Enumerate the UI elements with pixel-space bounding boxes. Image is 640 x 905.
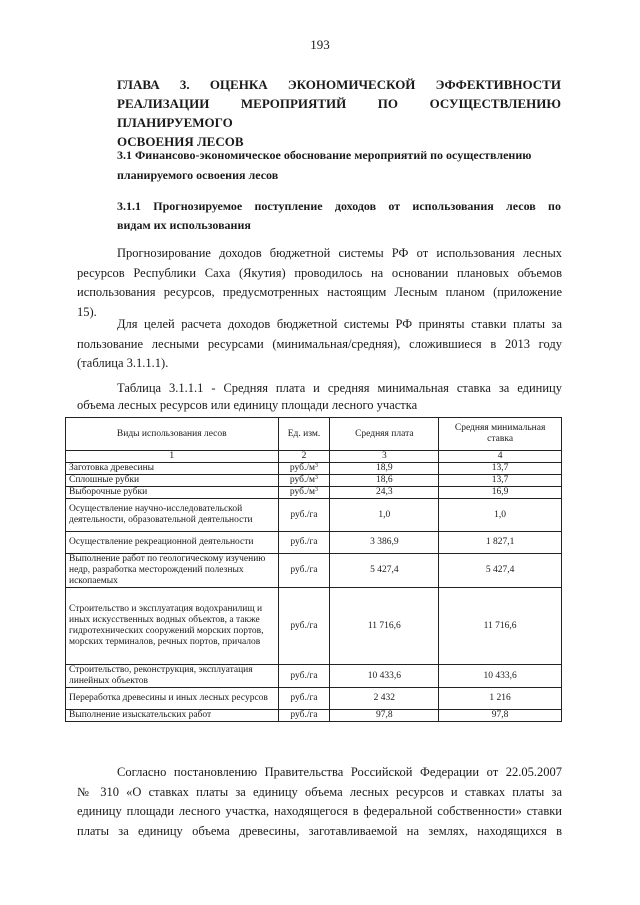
subsection-word: по bbox=[548, 199, 561, 213]
unit-superscript: 3 bbox=[315, 487, 319, 493]
paragraph-line: (таблица 3.1.1.1). bbox=[77, 356, 169, 370]
cell-usage: Строительство и эксплуатация водохранилищ и иных искусственных водных объектов, а также гидротехнических сооружений морских портов, морских терминалов, речных портов, причалов bbox=[66, 588, 279, 665]
paragraph-rates bbox=[77, 315, 562, 374]
paragraph-line: Прогнозирование доходов бюджетной системы РФ от использования лесных bbox=[117, 246, 562, 260]
cell-min: 1 216 bbox=[439, 688, 562, 710]
subsection-heading-line2: видам их использования bbox=[117, 218, 251, 232]
table-caption bbox=[77, 380, 562, 413]
cell-avg: 2 432 bbox=[330, 688, 439, 710]
cell-avg: 11 716,6 bbox=[330, 588, 439, 665]
table-row bbox=[66, 499, 562, 532]
cell-unit bbox=[278, 688, 330, 710]
table-row bbox=[66, 532, 562, 554]
chapter-heading-line3: ОСВОЕНИЯ ЛЕСОВ bbox=[117, 134, 244, 149]
unit-superscript: 3 bbox=[315, 475, 319, 481]
column-number: 3 bbox=[330, 451, 439, 463]
cell-avg: 3 386,9 bbox=[330, 532, 439, 554]
cell-min: 16,9 bbox=[439, 487, 562, 499]
cell-unit bbox=[278, 463, 330, 475]
cell-avg: 10 433,6 bbox=[330, 665, 439, 688]
cell-avg: 5 427,4 bbox=[330, 554, 439, 588]
cell-avg: 24,3 bbox=[330, 487, 439, 499]
chapter-word: 3. bbox=[179, 77, 190, 92]
cell-avg: 97,8 bbox=[330, 710, 439, 722]
cell-usage: Выборочные рубки bbox=[66, 487, 279, 499]
chapter-heading-line2: РЕАЛИЗАЦИИ МЕРОПРИЯТИЙ ПО ОСУЩЕСТВЛЕНИЮ ПЛАНИРУЕМОГО bbox=[117, 96, 561, 130]
cell-unit bbox=[278, 665, 330, 688]
column-header-usage: Виды использования лесов bbox=[66, 418, 279, 451]
table-row bbox=[66, 554, 562, 588]
column-number: 2 bbox=[278, 451, 330, 463]
cell-min: 13,7 bbox=[439, 475, 562, 487]
unit-text: руб./м bbox=[289, 487, 316, 497]
unit-text: руб./м bbox=[289, 463, 316, 473]
paragraph-line: единицу площади лесного участка, находящегося в федеральной собственности» ставки bbox=[77, 804, 562, 818]
cell-unit bbox=[278, 532, 330, 554]
cell-unit bbox=[278, 487, 330, 499]
table-header-row bbox=[66, 418, 562, 451]
subsection-word: поступление bbox=[254, 199, 323, 213]
paragraph-line: ресурсов Республики Саха (Якутия) проводилось на основании плановых объемов bbox=[77, 265, 562, 280]
cell-min: 1 827,1 bbox=[439, 532, 562, 554]
chapter-word: ЭФФЕКТИВНОСТИ bbox=[435, 77, 561, 92]
table-caption-line2: объема лесных ресурсов или единицу площади лесного участка bbox=[77, 397, 418, 412]
column-number-row bbox=[66, 451, 562, 463]
section-heading bbox=[117, 145, 561, 185]
unit-text: руб./м bbox=[289, 475, 316, 485]
cell-avg: 18,6 bbox=[330, 475, 439, 487]
column-number: 4 bbox=[439, 451, 562, 463]
column-header-unit: Ед. изм. bbox=[278, 418, 330, 451]
table-row bbox=[66, 475, 562, 487]
paragraph-line: № 310 «О ставках платы за единицу объема лесных ресурсов и ставках платы за bbox=[77, 784, 562, 799]
table-row bbox=[66, 710, 562, 722]
cell-min: 10 433,6 bbox=[439, 665, 562, 688]
cell-usage: Переработка древесины и иных лесных ресурсов bbox=[66, 688, 279, 710]
cell-min: 1,0 bbox=[439, 499, 562, 532]
unit-text: руб./га bbox=[290, 565, 318, 575]
table-row bbox=[66, 463, 562, 475]
cell-avg: 18,9 bbox=[330, 463, 439, 475]
paragraph-decree bbox=[77, 763, 562, 841]
subsection-word: доходов bbox=[334, 199, 377, 213]
rates-table bbox=[65, 417, 562, 722]
unit-text: руб./га bbox=[290, 693, 318, 703]
unit-text: руб./га bbox=[290, 620, 318, 631]
chapter-heading-line1 bbox=[117, 75, 561, 94]
unit-text: руб./га bbox=[290, 537, 318, 547]
column-header-min: Средняя минимальная ставка bbox=[439, 418, 562, 451]
chapter-word: ГЛАВА bbox=[117, 77, 160, 92]
paragraph-forecast bbox=[77, 244, 562, 322]
column-header-avg: Средняя плата bbox=[330, 418, 439, 451]
table-caption-line1: Таблица 3.1.1.1 - Средняя плата и средняя минимальная ставка за единицу bbox=[117, 381, 562, 395]
subsection-heading bbox=[117, 197, 561, 235]
cell-min: 11 716,6 bbox=[439, 588, 562, 665]
cell-unit bbox=[278, 554, 330, 588]
subsection-word: использования bbox=[412, 199, 494, 213]
unit-text: руб./га bbox=[290, 509, 318, 520]
section-heading-line1: 3.1 Финансово-экономическое обоснование мероприятий по осуществлению bbox=[117, 148, 532, 162]
paragraph-line: использования ресурсов, предусмотренных настоящим Лесным планом (приложение bbox=[77, 285, 562, 299]
subsection-word: Прогнозируемое bbox=[153, 199, 243, 213]
paragraph-line: 15). bbox=[77, 304, 97, 319]
cell-usage: Выполнение изыскательских работ bbox=[66, 710, 279, 722]
subsection-word: лесов bbox=[506, 199, 536, 213]
unit-text: руб./га bbox=[290, 710, 318, 720]
subsection-heading-line1 bbox=[117, 197, 561, 216]
table-row bbox=[66, 665, 562, 688]
cell-avg: 1,0 bbox=[330, 499, 439, 532]
cell-min: 97,8 bbox=[439, 710, 562, 722]
cell-unit bbox=[278, 499, 330, 532]
chapter-heading bbox=[117, 75, 561, 151]
paragraph-line: платы за единицу объема древесины, заготавливаемой на землях, находящихся в bbox=[77, 823, 562, 838]
table-row bbox=[66, 588, 562, 665]
table-row bbox=[66, 487, 562, 499]
column-number: 1 bbox=[66, 451, 279, 463]
cell-usage: Строительство, реконструкция, эксплуатация линейных объектов bbox=[66, 665, 279, 688]
table-row bbox=[66, 688, 562, 710]
cell-usage: Сплошные рубки bbox=[66, 475, 279, 487]
cell-usage: Выполнение работ по геологическому изучению недр, разработка месторождений полезных ископаемых bbox=[66, 554, 279, 588]
subsection-word: 3.1.1 bbox=[117, 199, 141, 213]
chapter-word: ЭКОНОМИЧЕСКОЙ bbox=[287, 77, 416, 92]
paragraph-line: Согласно постановлению Правительства Российской Федерации от 22.05.2007 bbox=[117, 765, 562, 779]
unit-text: руб./га bbox=[290, 670, 318, 681]
paragraph-line: Для целей расчета доходов бюджетной системы РФ приняты ставки платы за bbox=[117, 317, 562, 331]
cell-usage: Осуществление рекреационной деятельности bbox=[66, 532, 279, 554]
subsection-word: от bbox=[388, 199, 401, 213]
cell-min: 13,7 bbox=[439, 463, 562, 475]
unit-superscript: 3 bbox=[315, 463, 319, 469]
cell-unit bbox=[278, 588, 330, 665]
chapter-word: ОЦЕНКА bbox=[209, 77, 268, 92]
section-heading-line2: планируемого освоения лесов bbox=[117, 168, 279, 182]
cell-usage: Заготовка древесины bbox=[66, 463, 279, 475]
paragraph-line: пользование лесными ресурсами (минимальная/средняя), сложившиеся в 2013 году bbox=[77, 336, 562, 351]
page-number: 193 bbox=[310, 37, 330, 52]
cell-unit bbox=[278, 710, 330, 722]
cell-unit bbox=[278, 475, 330, 487]
cell-usage: Осуществление научно-исследовательской деятельности, образовательной деятельности bbox=[66, 499, 279, 532]
cell-min: 5 427,4 bbox=[439, 554, 562, 588]
